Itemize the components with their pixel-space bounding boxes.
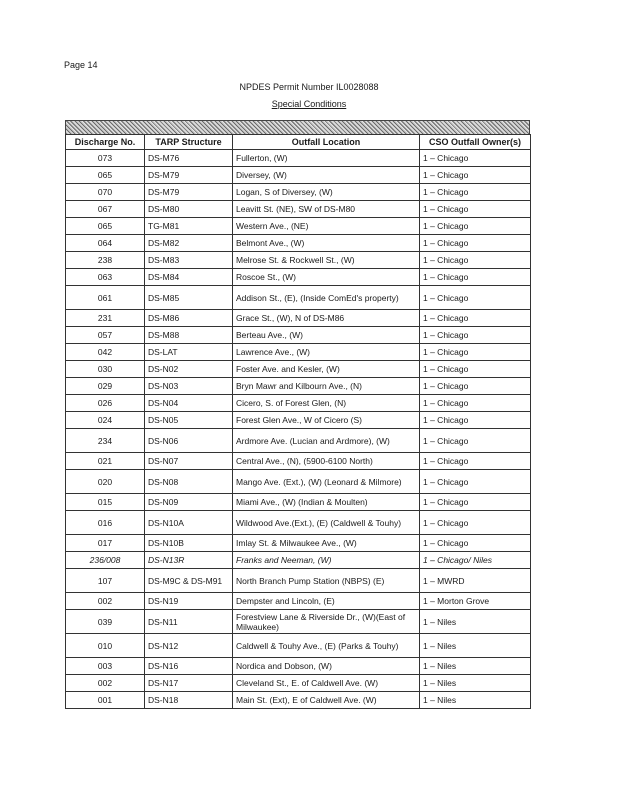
cell-tarp-structure: DS-N19: [145, 593, 233, 610]
cell-tarp-structure: DS-N04: [145, 395, 233, 412]
cell-tarp-structure: DS-N08: [145, 470, 233, 494]
cell-tarp-structure: DS-N06: [145, 429, 233, 453]
cell-cso-owner: 1 – Chicago: [420, 511, 531, 535]
cell-discharge-no: 042: [66, 344, 145, 361]
cell-cso-owner: 1 – Niles: [420, 658, 531, 675]
discharge-table-container: [65, 120, 530, 709]
cell-tarp-structure: DS-M79: [145, 184, 233, 201]
cell-tarp-structure: DS-M86: [145, 310, 233, 327]
cell-tarp-structure: DS-M9C & DS-M91: [145, 569, 233, 593]
cell-discharge-no: 073: [66, 150, 145, 167]
cell-discharge-no: 002: [66, 593, 145, 610]
cell-discharge-no: 063: [66, 269, 145, 286]
cell-cso-owner: 1 – MWRD: [420, 569, 531, 593]
cell-cso-owner: 1 – Chicago: [420, 201, 531, 218]
cell-discharge-no: 002: [66, 675, 145, 692]
cell-discharge-no: 020: [66, 470, 145, 494]
cell-discharge-no: 065: [66, 218, 145, 235]
cell-cso-owner: 1 – Chicago: [420, 412, 531, 429]
cell-outfall-location: Bryn Mawr and Kilbourn Ave., (N): [233, 378, 420, 395]
header-cso-owner: CSO Outfall Owner(s): [420, 135, 531, 150]
cell-cso-owner: 1 – Chicago: [420, 150, 531, 167]
cell-cso-owner: 1 – Niles: [420, 634, 531, 658]
cell-cso-owner: 1 – Chicago: [420, 361, 531, 378]
cell-outfall-location: Mango Ave. (Ext.), (W) (Leonard & Milmore): [233, 470, 420, 494]
cell-cso-owner: 1 – Chicago: [420, 494, 531, 511]
table-body: [66, 150, 531, 709]
cell-cso-owner: 1 – Chicago: [420, 470, 531, 494]
cell-discharge-no: 067: [66, 201, 145, 218]
cell-discharge-no: 010: [66, 634, 145, 658]
cell-cso-owner: 1 – Chicago: [420, 310, 531, 327]
cell-outfall-location: Ardmore Ave. (Lucian and Ardmore), (W): [233, 429, 420, 453]
table-row: [66, 286, 531, 310]
cell-outfall-location: Grace St., (W), N of DS-M86: [233, 310, 420, 327]
cell-tarp-structure: DS-N16: [145, 658, 233, 675]
cell-cso-owner: 1 – Chicago/ Niles: [420, 552, 531, 569]
cell-discharge-no: 016: [66, 511, 145, 535]
cell-cso-owner: 1 – Chicago: [420, 344, 531, 361]
cell-tarp-structure: DS-M83: [145, 252, 233, 269]
cell-discharge-no: 065: [66, 167, 145, 184]
cell-discharge-no: 064: [66, 235, 145, 252]
table-row: [66, 327, 531, 344]
cell-cso-owner: 1 – Chicago: [420, 235, 531, 252]
table-row: [66, 610, 531, 634]
table-row: [66, 269, 531, 286]
table-header-row: [66, 135, 531, 150]
cell-cso-owner: 1 – Chicago: [420, 218, 531, 235]
cell-outfall-location: Leavitt St. (NE), SW of DS-M80: [233, 201, 420, 218]
cell-cso-owner: 1 – Niles: [420, 675, 531, 692]
cell-outfall-location: Cicero, S. of Forest Glen, (N): [233, 395, 420, 412]
cell-cso-owner: 1 – Chicago: [420, 327, 531, 344]
permit-number: NPDES Permit Number IL0028088: [239, 82, 379, 92]
cell-tarp-structure: DS-M79: [145, 167, 233, 184]
table-row: [66, 184, 531, 201]
cell-outfall-location: Lawrence Ave., (W): [233, 344, 420, 361]
cell-outfall-location: Caldwell & Touhy Ave., (E) (Parks & Touhy): [233, 634, 420, 658]
cell-tarp-structure: DS-N10A: [145, 511, 233, 535]
cell-cso-owner: 1 – Chicago: [420, 535, 531, 552]
header-discharge-no: Discharge No.: [66, 135, 145, 150]
cell-cso-owner: 1 – Chicago: [420, 252, 531, 269]
cell-cso-owner: 1 – Chicago: [420, 378, 531, 395]
table-row: [66, 593, 531, 610]
section-title: Special Conditions: [271, 99, 347, 109]
table-row: [66, 634, 531, 658]
cell-tarp-structure: DS-M85: [145, 286, 233, 310]
cell-discharge-no: 070: [66, 184, 145, 201]
cell-discharge-no: 107: [66, 569, 145, 593]
header-tarp-structure: TARP Structure: [145, 135, 233, 150]
cell-discharge-no: 061: [66, 286, 145, 310]
cell-cso-owner: 1 – Chicago: [420, 184, 531, 201]
table-row: [66, 378, 531, 395]
cell-discharge-no: 236/008: [66, 552, 145, 569]
cell-discharge-no: 024: [66, 412, 145, 429]
cell-outfall-location: Central Ave., (N), (5900-6100 North): [233, 453, 420, 470]
cell-outfall-location: Fullerton, (W): [233, 150, 420, 167]
table-row: [66, 201, 531, 218]
cell-cso-owner: 1 – Chicago: [420, 453, 531, 470]
cell-tarp-structure: DS-N07: [145, 453, 233, 470]
table-row: [66, 150, 531, 167]
discharge-table: [65, 134, 531, 709]
table-row: [66, 494, 531, 511]
cell-discharge-no: 017: [66, 535, 145, 552]
cell-cso-owner: 1 – Chicago: [420, 395, 531, 412]
cell-tarp-structure: TG-M81: [145, 218, 233, 235]
cell-outfall-location: Wildwood Ave.(Ext.), (E) (Caldwell & Touhy): [233, 511, 420, 535]
cell-tarp-structure: DS-N05: [145, 412, 233, 429]
table-row: [66, 167, 531, 184]
cell-outfall-location: Belmont Ave., (W): [233, 235, 420, 252]
cell-discharge-no: 029: [66, 378, 145, 395]
table-row: [66, 569, 531, 593]
cell-discharge-no: 021: [66, 453, 145, 470]
cell-cso-owner: 1 – Chicago: [420, 167, 531, 184]
cell-discharge-no: 001: [66, 692, 145, 709]
cell-tarp-structure: DS-N12: [145, 634, 233, 658]
table-row: [66, 658, 531, 675]
cell-discharge-no: 030: [66, 361, 145, 378]
cell-outfall-location: Western Ave., (NE): [233, 218, 420, 235]
table-row: [66, 344, 531, 361]
cell-cso-owner: 1 – Niles: [420, 692, 531, 709]
cell-discharge-no: 039: [66, 610, 145, 634]
cell-outfall-location: Forestview Lane & Riverside Dr., (W)(East of Milwaukee): [233, 610, 420, 634]
cell-tarp-structure: DS-M84: [145, 269, 233, 286]
cell-outfall-location: Franks and Neeman, (W): [233, 552, 420, 569]
cell-outfall-location: Melrose St. & Rockwell St., (W): [233, 252, 420, 269]
table-row: [66, 235, 531, 252]
cell-outfall-location: North Branch Pump Station (NBPS) (E): [233, 569, 420, 593]
cell-discharge-no: 057: [66, 327, 145, 344]
page-number: Page 14: [64, 60, 98, 70]
cell-outfall-location: Cleveland St., E. of Caldwell Ave. (W): [233, 675, 420, 692]
table-row: [66, 412, 531, 429]
cell-outfall-location: Forest Glen Ave., W of Cicero (S): [233, 412, 420, 429]
cell-outfall-location: Foster Ave. and Kesler, (W): [233, 361, 420, 378]
cell-tarp-structure: DS-N10B: [145, 535, 233, 552]
table-row: [66, 429, 531, 453]
cell-cso-owner: 1 – Chicago: [420, 286, 531, 310]
cell-tarp-structure: DS-N11: [145, 610, 233, 634]
cell-tarp-structure: DS-N02: [145, 361, 233, 378]
cell-tarp-structure: DS-N13R: [145, 552, 233, 569]
cell-outfall-location: Imlay St. & Milwaukee Ave., (W): [233, 535, 420, 552]
table-row: [66, 470, 531, 494]
table-row: [66, 218, 531, 235]
table-row: [66, 310, 531, 327]
table-row: [66, 675, 531, 692]
cell-discharge-no: 015: [66, 494, 145, 511]
cell-outfall-location: Diversey, (W): [233, 167, 420, 184]
cell-discharge-no: 234: [66, 429, 145, 453]
header-outfall-location: Outfall Location: [233, 135, 420, 150]
cell-cso-owner: 1 – Chicago: [420, 429, 531, 453]
table-row: [66, 535, 531, 552]
cell-tarp-structure: DS-M88: [145, 327, 233, 344]
cell-discharge-no: 238: [66, 252, 145, 269]
cell-tarp-structure: DS-M76: [145, 150, 233, 167]
cell-tarp-structure: DS-N17: [145, 675, 233, 692]
table-row: [66, 552, 531, 569]
table-row: [66, 252, 531, 269]
cell-outfall-location: Roscoe St., (W): [233, 269, 420, 286]
cell-cso-owner: 1 – Morton Grove: [420, 593, 531, 610]
table-row: [66, 511, 531, 535]
cell-tarp-structure: DS-M80: [145, 201, 233, 218]
cell-tarp-structure: DS-N18: [145, 692, 233, 709]
cell-outfall-location: Dempster and Lincoln, (E): [233, 593, 420, 610]
table-banner: [65, 120, 530, 134]
cell-outfall-location: Berteau Ave., (W): [233, 327, 420, 344]
cell-discharge-no: 231: [66, 310, 145, 327]
table-row: [66, 692, 531, 709]
cell-cso-owner: 1 – Chicago: [420, 269, 531, 286]
table-row: [66, 453, 531, 470]
cell-outfall-location: Addison St., (E), (Inside ComEd's property): [233, 286, 420, 310]
cell-tarp-structure: DS-LAT: [145, 344, 233, 361]
table-row: [66, 361, 531, 378]
cell-outfall-location: Main St. (Ext), E of Caldwell Ave. (W): [233, 692, 420, 709]
cell-tarp-structure: DS-M82: [145, 235, 233, 252]
cell-outfall-location: Logan, S of Diversey, (W): [233, 184, 420, 201]
cell-outfall-location: Nordica and Dobson, (W): [233, 658, 420, 675]
cell-tarp-structure: DS-N03: [145, 378, 233, 395]
table-row: [66, 395, 531, 412]
cell-discharge-no: 026: [66, 395, 145, 412]
cell-outfall-location: Miami Ave., (W) (Indian & Moulten): [233, 494, 420, 511]
cell-discharge-no: 003: [66, 658, 145, 675]
cell-cso-owner: 1 – Niles: [420, 610, 531, 634]
cell-tarp-structure: DS-N09: [145, 494, 233, 511]
